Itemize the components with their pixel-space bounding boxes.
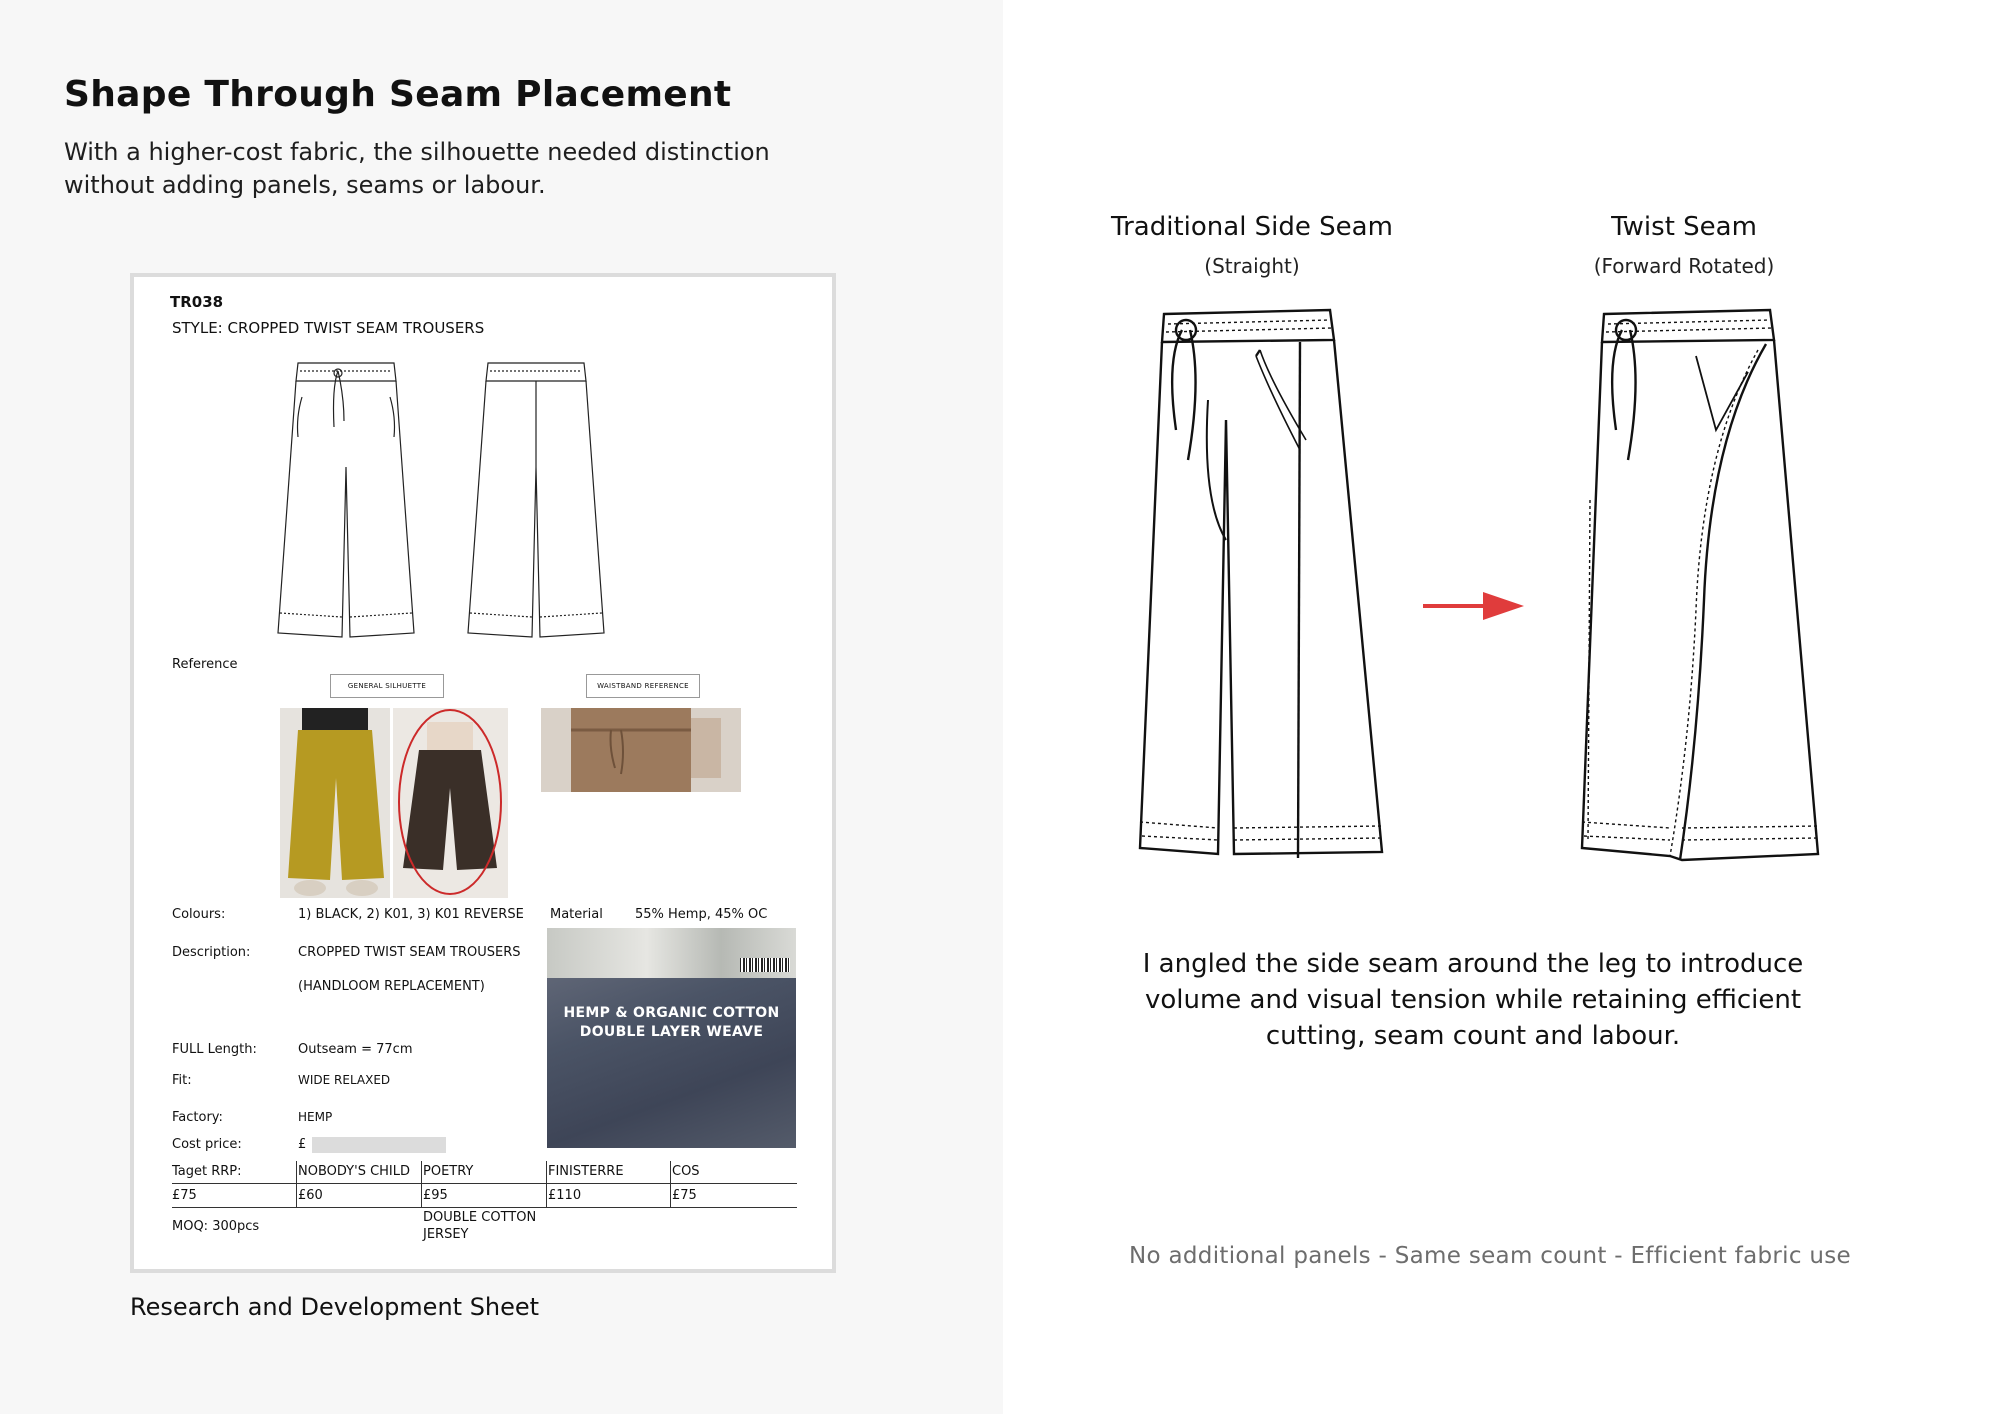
traditional-title: Traditional Side Seam: [1111, 212, 1393, 242]
twist-trouser: [1582, 310, 1818, 860]
back-flat: [468, 363, 604, 637]
description-label: Description:: [172, 945, 251, 960]
target-rrp-table: [172, 1160, 797, 1208]
description-value: CROPPED TWIST SEAM TROUSERS: [298, 945, 521, 960]
arrow-icon: [1423, 592, 1524, 620]
reference-photo-mustard: [280, 708, 390, 898]
cost-label: Cost price:: [172, 1137, 242, 1152]
page-subtitle: With a higher-cost fabric, the silhouette needed distinction without adding panels, seams or labour.: [64, 138, 770, 199]
moq-label: MOQ: 300pcs: [172, 1219, 260, 1234]
traditional-trouser: [1140, 310, 1382, 858]
ref-tag-waistband: WAISTBAND REFERENCE: [586, 674, 700, 698]
cost-redacted: [312, 1137, 446, 1153]
seam-comparison-drawings: [1130, 300, 1850, 870]
footer-note: No additional panels - Same seam count - Efficient fabric use: [1129, 1243, 1851, 1269]
development-sheet: [130, 273, 836, 1273]
tech-flat-drawings: [274, 357, 674, 647]
twist-subtitle: (Forward Rotated): [1593, 254, 1775, 278]
fabric-caption: HEMP & ORGANIC COTTON DOUBLE LAYER WEAVE: [563, 1005, 780, 1040]
reference-photo-black: [393, 708, 508, 898]
style-code: TR038: [170, 293, 224, 311]
description-value-2: (HANDLOOM REPLACEMENT): [298, 979, 485, 994]
factory-value: HEMP: [298, 1110, 333, 1124]
table-row: Taget RRP: NOBODY'S CHILD POETRY FINISTERRE COS: [172, 1164, 700, 1179]
material-value: 55% Hemp, 45% OC: [635, 907, 768, 922]
page-title: Shape Through Seam Placement: [64, 74, 732, 115]
style-name: STYLE: CROPPED TWIST SEAM TROUSERS: [172, 319, 485, 337]
colours-value: 1) BLACK, 2) K01, 3) K01 REVERSE: [298, 907, 524, 922]
reference-photo-waistband: [541, 708, 741, 792]
ref-tag-silhouette: GENERAL SILHUETTE: [330, 674, 444, 698]
table-row: £75 £60 £95 £110 £75: [172, 1188, 697, 1203]
material-label: Material: [550, 907, 603, 922]
length-label: FULL Length:: [172, 1042, 257, 1057]
twist-title: Twist Seam: [1611, 212, 1757, 242]
poetry-note: DOUBLE COTTON JERSEY: [423, 1210, 537, 1242]
factory-label: Factory:: [172, 1110, 223, 1125]
front-flat: [278, 363, 414, 637]
length-value: Outseam = 77cm: [298, 1042, 413, 1057]
reference-label: Reference: [172, 657, 238, 672]
fit-label: Fit:: [172, 1073, 192, 1088]
traditional-subtitle: (Straight): [1204, 254, 1300, 278]
fit-value: WIDE RELAXED: [298, 1073, 391, 1087]
sheet-caption: Research and Development Sheet: [130, 1293, 540, 1321]
fabric-swatch: [547, 928, 796, 1148]
barcode-icon: [740, 958, 790, 972]
cost-value: £: [298, 1137, 307, 1152]
colours-label: Colours:: [172, 907, 226, 922]
design-description: I angled the side seam around the leg to introduce volume and visual tension while retaining efficient cutting, seam count and labour.: [1142, 949, 1804, 1051]
